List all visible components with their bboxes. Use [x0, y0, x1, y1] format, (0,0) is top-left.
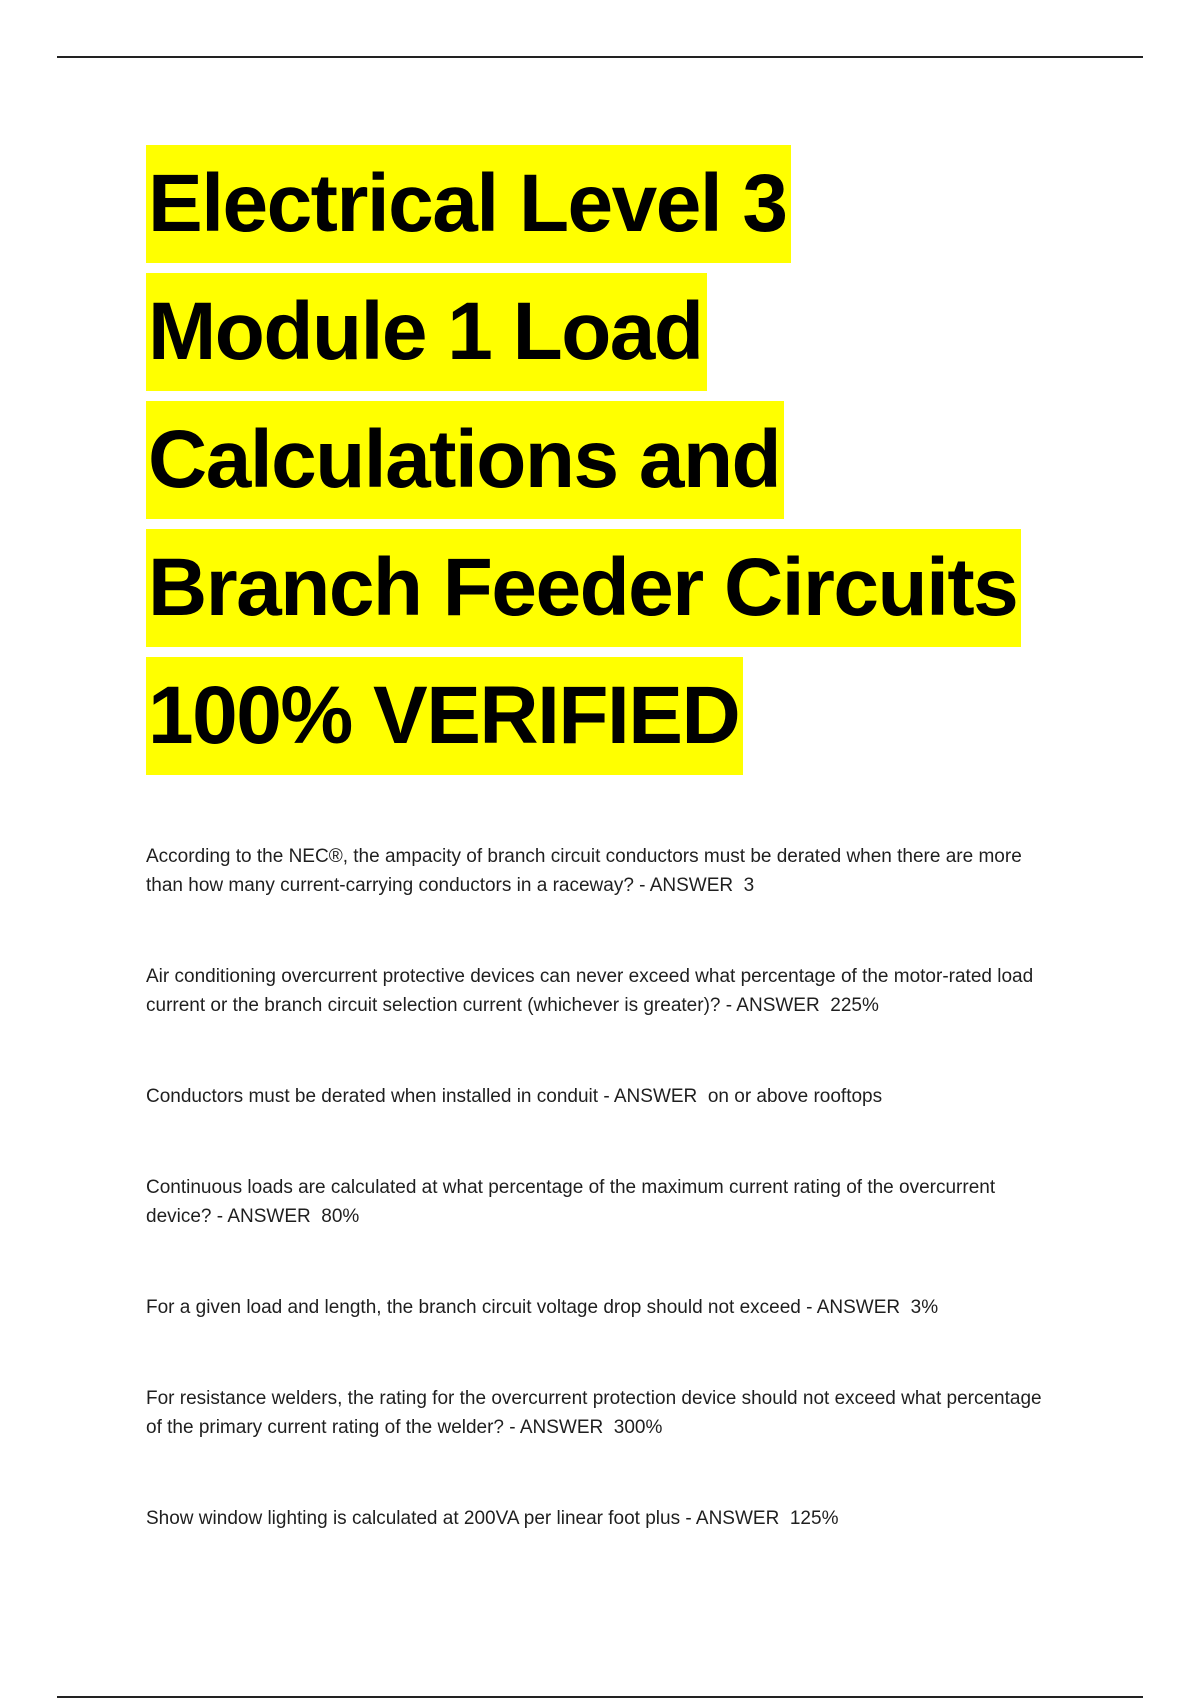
qa-item: For resistance welders, the rating for the overcurrent protection device should not exceed what percentage of the primary current rating of the welder? - ANSWER 300%: [146, 1388, 1047, 1438]
title-line-5: 100% VERIFIED: [146, 657, 743, 775]
title-line-3: Calculations and: [146, 401, 784, 519]
qa-item: Continuous loads are calculated at what percentage of the maximum current rating of the overcurrent device? - ANSWER 80%: [146, 1177, 1001, 1227]
qa-item: According to the NEC®, the ampacity of branch circuit conductors must be derated when there are more than how many current-carrying conductors in a raceway? - ANSWER 3: [146, 846, 1028, 896]
title-line-2: Module 1 Load: [146, 273, 707, 391]
qa-item: Show window lighting is calculated at 200VA per linear foot plus - ANSWER 125%: [146, 1508, 839, 1529]
qa-item: For a given load and length, the branch circuit voltage drop should not exceed - ANSWER 3%: [146, 1297, 939, 1318]
top-rule: [57, 56, 1143, 58]
qa-item: Conductors must be derated when installed in conduit - ANSWER on or above rooftops: [146, 1086, 883, 1107]
title-line-4: Branch Feeder Circuits: [146, 529, 1021, 647]
document-title: [146, 145, 1106, 785]
bottom-rule: [57, 1696, 1143, 1698]
qa-item: Air conditioning overcurrent protective devices can never exceed what percentage of the motor-rated load current or the branch circuit selection current (whichever is greater)? - ANSWER 225%: [146, 966, 1039, 1016]
title-line-1: Electrical Level 3: [146, 145, 791, 263]
